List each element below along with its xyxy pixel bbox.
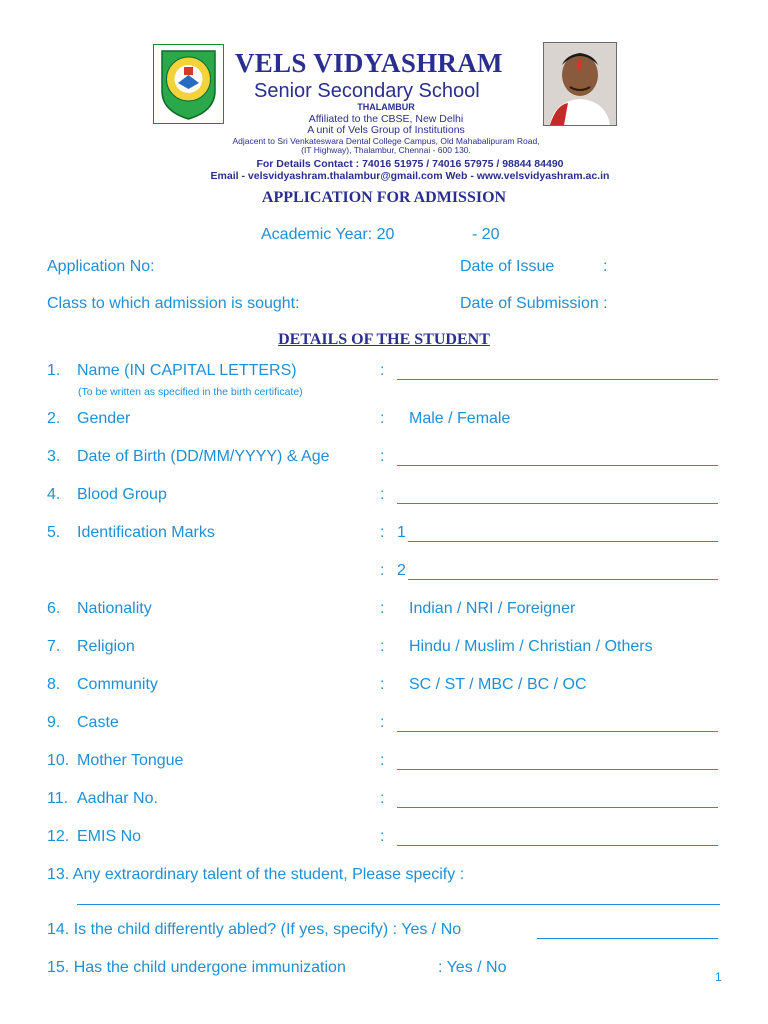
field-colon: : [380, 638, 385, 655]
field-label: Caste [77, 714, 119, 731]
field-label: Blood Group [77, 486, 167, 503]
field-input-line[interactable] [408, 541, 718, 542]
field-input-line[interactable] [397, 731, 718, 732]
field-number: 3. [47, 448, 61, 465]
field-colon: : [380, 714, 385, 731]
name-note: (To be written as specified in the birth certificate) [78, 386, 303, 398]
field-label: Date of Birth (DD/MM/YYYY) & Age [77, 448, 330, 465]
field-input-line[interactable] [397, 465, 718, 466]
class-sought-label: Class to which admission is sought: [47, 295, 300, 312]
question-13: 13. Any extraordinary talent of the student, Please specify : [47, 866, 465, 883]
field-value: SC / ST / MBC / BC / OC [409, 676, 587, 693]
field-input-line[interactable] [408, 579, 718, 580]
field-label: Community [77, 676, 158, 693]
date-of-issue-label: Date of Issue [460, 258, 555, 275]
field-value: 2 [397, 562, 406, 579]
field-input-line[interactable] [397, 503, 718, 504]
field-value: Indian / NRI / Foreigner [409, 600, 576, 617]
field-number: 9. [47, 714, 61, 731]
contact-numbers: For Details Contact : 74016 51975 / 74016 57975 / 98844 84490 [256, 158, 564, 170]
portrait-icon [544, 43, 616, 125]
field-label: Mother Tongue [77, 752, 184, 769]
field-colon: : [380, 790, 385, 807]
school-name: VELS VIDYASHRAM [235, 48, 503, 78]
field-input-line[interactable] [397, 807, 718, 808]
academic-year-separator: - 20 [472, 226, 500, 243]
form-title: APPLICATION FOR ADMISSION [261, 189, 507, 206]
field-colon: : [380, 828, 385, 845]
field-number: 10. [47, 752, 70, 769]
field-number: 5. [47, 524, 61, 541]
school-address-1: Adjacent to Sri Venkateswara Dental College Campus, Old Mahabalipuram Road, [232, 136, 540, 146]
email-web: Email - velsvidyashram.thalambur@gmail.com Web - www.velsvidyashram.ac.in [210, 170, 610, 182]
field-colon: : [380, 752, 385, 769]
field-label: Gender [77, 410, 131, 427]
academic-year-label: Academic Year: 20 [261, 226, 395, 243]
field-number: 12. [47, 828, 70, 845]
field-colon: : [380, 410, 385, 427]
field-number: 1. [47, 362, 61, 379]
field-input-line[interactable] [397, 379, 718, 380]
field-value: Male / Female [409, 410, 511, 427]
section-title: DETAILS OF THE STUDENT [278, 331, 490, 348]
field-label: Religion [77, 638, 135, 655]
field-number: 4. [47, 486, 61, 503]
field-number: 2. [47, 410, 61, 427]
field-label: EMIS No [77, 828, 142, 845]
field-label: Identification Marks [77, 524, 215, 541]
field-number: 8. [47, 676, 61, 693]
field-colon: : [380, 562, 385, 579]
field-value: 1 [397, 524, 406, 541]
field-label: Nationality [77, 600, 152, 617]
field-colon: : [380, 600, 385, 617]
date-of-issue-colon: : [603, 258, 608, 275]
field-label: Aadhar No. [77, 790, 158, 807]
school-logo [153, 44, 224, 124]
field-colon: : [380, 486, 385, 503]
field-number: 6. [47, 600, 61, 617]
school-location: THALAMBUR [357, 102, 415, 112]
field-colon: : [380, 676, 385, 693]
field-colon: : [380, 524, 385, 541]
founder-photo [543, 42, 617, 126]
field-input-line[interactable] [397, 769, 718, 770]
question-14: 14. Is the child differently abled? (If yes, specify) : Yes / No [47, 921, 462, 938]
date-of-submission-label: Date of Submission : [460, 295, 608, 312]
field-number: 11. [47, 790, 69, 807]
page-number: 1 [715, 970, 722, 984]
field-label: Name (IN CAPITAL LETTERS) [77, 362, 297, 379]
question-15-answer: : Yes / No [438, 959, 507, 976]
field-colon: : [380, 448, 385, 465]
field-colon: : [380, 362, 385, 379]
application-no-label: Application No: [47, 258, 155, 275]
field-input-line[interactable] [397, 845, 718, 846]
school-group: A unit of Vels Group of Institutions [307, 124, 465, 136]
differently-abled-line[interactable] [537, 938, 718, 939]
field-value: Hindu / Muslim / Christian / Others [409, 638, 653, 655]
question-15: 15. Has the child undergone immunization [47, 959, 346, 976]
school-affiliation: Affiliated to the CBSE, New Delhi [308, 113, 464, 125]
field-number: 7. [47, 638, 61, 655]
school-address-2: (IT Highway), Thalambur, Chennai - 600 130. [301, 145, 471, 155]
talent-line[interactable] [77, 904, 720, 905]
school-type: Senior Secondary School [254, 80, 480, 102]
